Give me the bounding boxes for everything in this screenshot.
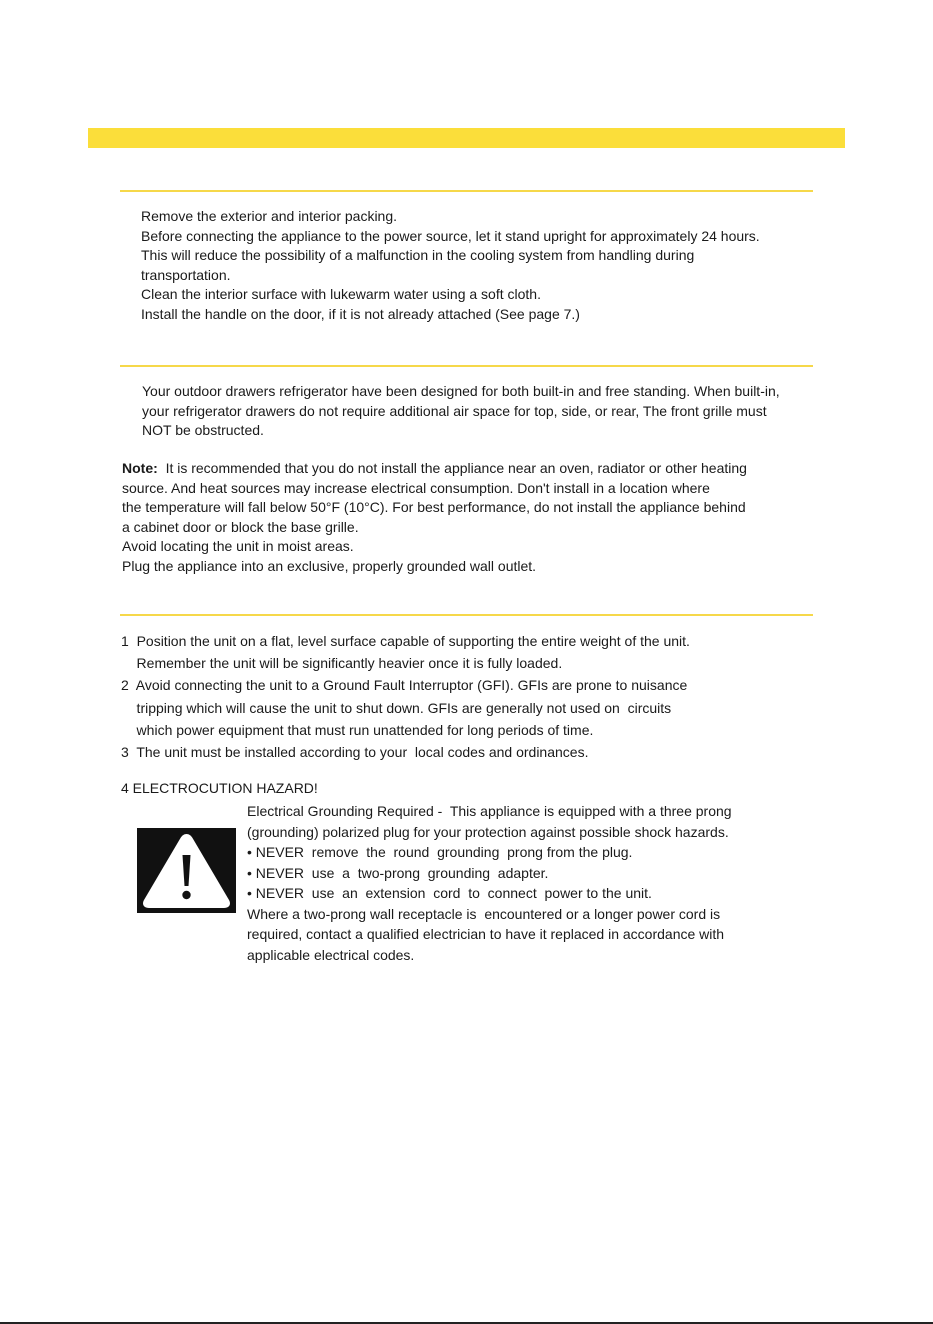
instruction-line: Remove the exterior and interior packing. [141,208,398,224]
step-line: Remember the unit will be significantly heavier once it is fully loaded. [121,655,563,672]
hazard-bullet: • NEVER use a two-prong grounding adapter. [247,864,549,881]
note-text: It is recommended that you do not install the appliance near an oven, radiator or other heating [165,460,747,476]
note-line: source. And heat sources may increase electrical consumption. Don't install in a location where [122,479,710,496]
installation-line: NOT be obstructed. [142,422,264,438]
installation-note [122,459,747,576]
step-line: 2 Avoid connecting the unit to a Ground Fault Interruptor (GFI). GFIs are prone to nuisance [121,677,688,694]
note-line: Plug the appliance into an exclusive, properly grounded wall outlet. [122,557,537,574]
note-line [122,459,747,479]
section-divider-unpacking [120,190,813,192]
note-line: a cabinet door or block the base grille. [122,518,359,535]
hazard-line: Where a two-prong wall receptacle is encountered or a longer power cord is [247,905,721,922]
section-divider-location [120,614,813,616]
step-line: 3 The unit must be installed according to your local codes and ordinances. [121,744,589,761]
note-line: Avoid locating the unit in moist areas. [122,538,354,554]
grounding-warning-text [247,801,732,965]
step-line: which power equipment that must run unattended for long periods of time. [121,721,594,738]
installation-intro [142,382,780,441]
unpacking-instructions [141,207,760,324]
instruction-line: transportation. [141,266,231,283]
hazard-line: Electrical Grounding Required - This appliance is equipped with a three prong [247,803,732,819]
location-steps [121,630,690,763]
installation-line: Your outdoor drawers refrigerator have been designed for both built-in and free standing. When built-in, [142,383,780,399]
step-line: tripping which will cause the unit to shut down. GFIs are generally not used on circuits [121,699,672,716]
hazard-bullet: • NEVER use an extension cord to connect power to the unit. [247,885,652,901]
instruction-line: This will reduce the possibility of a malfunction in the cooling system from handling during [141,247,695,263]
hazard-line: (grounding) polarized plug for your protection against possible shock hazards. [247,823,729,840]
section-header-bar [88,128,845,148]
hazard-bullet: • NEVER remove the round grounding prong from the plug. [247,844,633,860]
instruction-line: Before connecting the appliance to the power source, let it stand upright for approximately 24 hours. [141,227,760,244]
hazard-line: applicable electrical codes. [247,946,415,963]
electrocution-hazard-title: 4 ELECTROCUTION HAZARD! [121,780,318,796]
instruction-line: Install the handle on the door, if it is not already attached (See page 7.) [141,305,580,322]
hazard-line: required, contact a qualified electrician to have it replaced in accordance with [247,926,725,942]
instruction-line: Clean the interior surface with lukewarm water using a soft cloth. [141,286,541,302]
warning-triangle-icon [137,828,236,913]
step-line: 1 Position the unit on a flat, level surface capable of supporting the entire weight of the unit. [121,633,690,649]
note-line: the temperature will fall below 50°F (10°C). For best performance, do not install the appliance behind [122,499,746,515]
note-label: Note: [122,460,158,476]
section-divider-installation [120,365,813,367]
installation-line: your refrigerator drawers do not require additional air space for top, side, or rear, The front grille must [142,402,767,419]
